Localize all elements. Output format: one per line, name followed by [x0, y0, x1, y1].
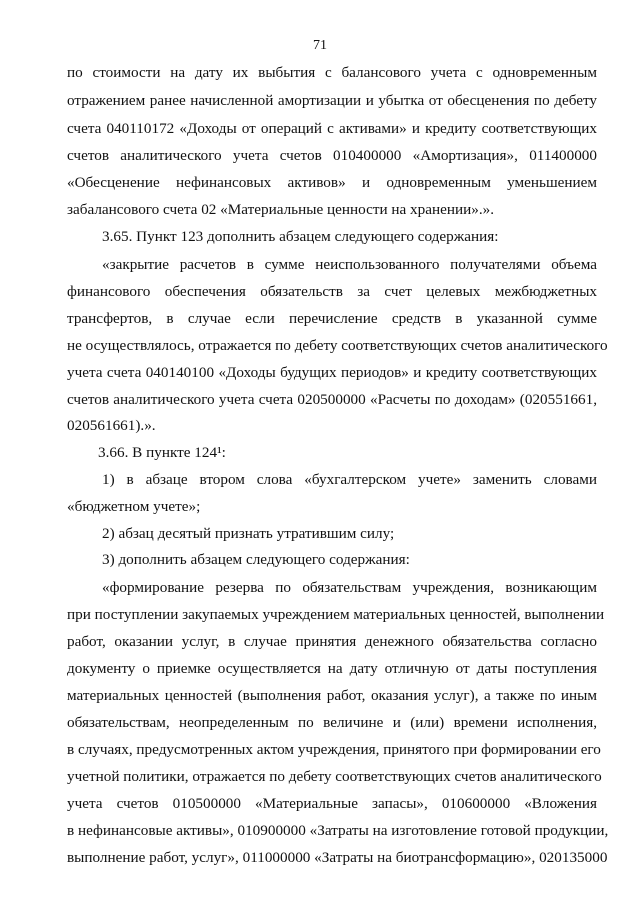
page-number: 71: [313, 38, 327, 53]
text-line: счетов аналитического учета счета 020500000 «Расчеты по доходам» (020551661,: [67, 391, 597, 408]
text-line: «закрытие расчетов в сумме неиспользованного получателями объема: [102, 256, 597, 273]
list-item-2: 2) абзац десятый признать утратившим силу;: [102, 525, 395, 542]
text-line: учета счетов 010500000 «Материальные запасы», 010600000 «Вложения: [67, 795, 597, 812]
text-line: «формирование резерва по обязательствам учреждения, возникающим: [102, 579, 597, 596]
text-line: не осуществлялось, отражается по дебету соответствующих счетов аналитического: [67, 337, 608, 354]
text-line: «Обесценение нефинансовых активов» и одновременным уменьшением: [67, 174, 597, 191]
text-line: 1) в абзаце втором слова «бухгалтерском учете» заменить словами: [102, 471, 597, 488]
text-line: документу о приемке осуществляется на дату отличную от даты поступления: [67, 660, 597, 677]
text-line: при поступлении закупаемых учреждением материальных ценностей, выполнении: [67, 606, 605, 623]
text-line: трансфертов, в случае если перечисление средств в указанной сумме: [67, 310, 597, 327]
text-line: выполнение работ, услуг», 011000000 «Затраты на биотрансформацию», 020135000: [67, 849, 608, 866]
text-line: работ, оказании услуг, в случае принятия денежного обязательства согласно: [67, 633, 597, 650]
text-line: по стоимости на дату их выбытия с балансового учета с одновременным: [67, 64, 597, 81]
list-item-3: 3) дополнить абзацем следующего содержания:: [102, 551, 410, 568]
text-line: в нефинансовые активы», 010900000 «Затраты на изготовление готовой продукции,: [67, 822, 609, 839]
text-line: материальных ценностей (выполнения работ, оказания услуг), а также по иным: [67, 687, 597, 704]
text-line: финансового обеспечения обязательств за счет целевых межбюджетных: [67, 283, 597, 300]
text-line: обязательствам, неопределенным по величине и (или) времени исполнения,: [67, 714, 597, 731]
text-line: забалансового счета 02 «Материальные ценности на хранении».».: [67, 201, 495, 218]
text-line: в случаях, предусмотренных актом учреждения, принятого при формировании его: [67, 741, 601, 758]
section-heading-3-65: 3.65. Пункт 123 дополнить абзацем следующего содержания:: [102, 228, 499, 245]
text-line: «бюджетном учете»;: [67, 498, 201, 515]
text-line: отражением ранее начисленной амортизации и убытка от обесценения по дебету: [67, 92, 597, 109]
text-line: учетной политики, отражается по дебету соответствующих счетов аналитического: [67, 768, 602, 785]
text-line: учета счета 040140100 «Доходы будущих периодов» и кредиту соответствующих: [67, 364, 597, 381]
text-line: счета 040110172 «Доходы от операций с активами» и кредиту соответствующих: [67, 120, 597, 137]
section-heading-3-66: 3.66. В пункте 124¹:: [98, 444, 226, 461]
text-line: счетов аналитического учета счетов 010400000 «Амортизация», 011400000: [67, 147, 597, 164]
text-line: 020561661).».: [67, 417, 156, 434]
